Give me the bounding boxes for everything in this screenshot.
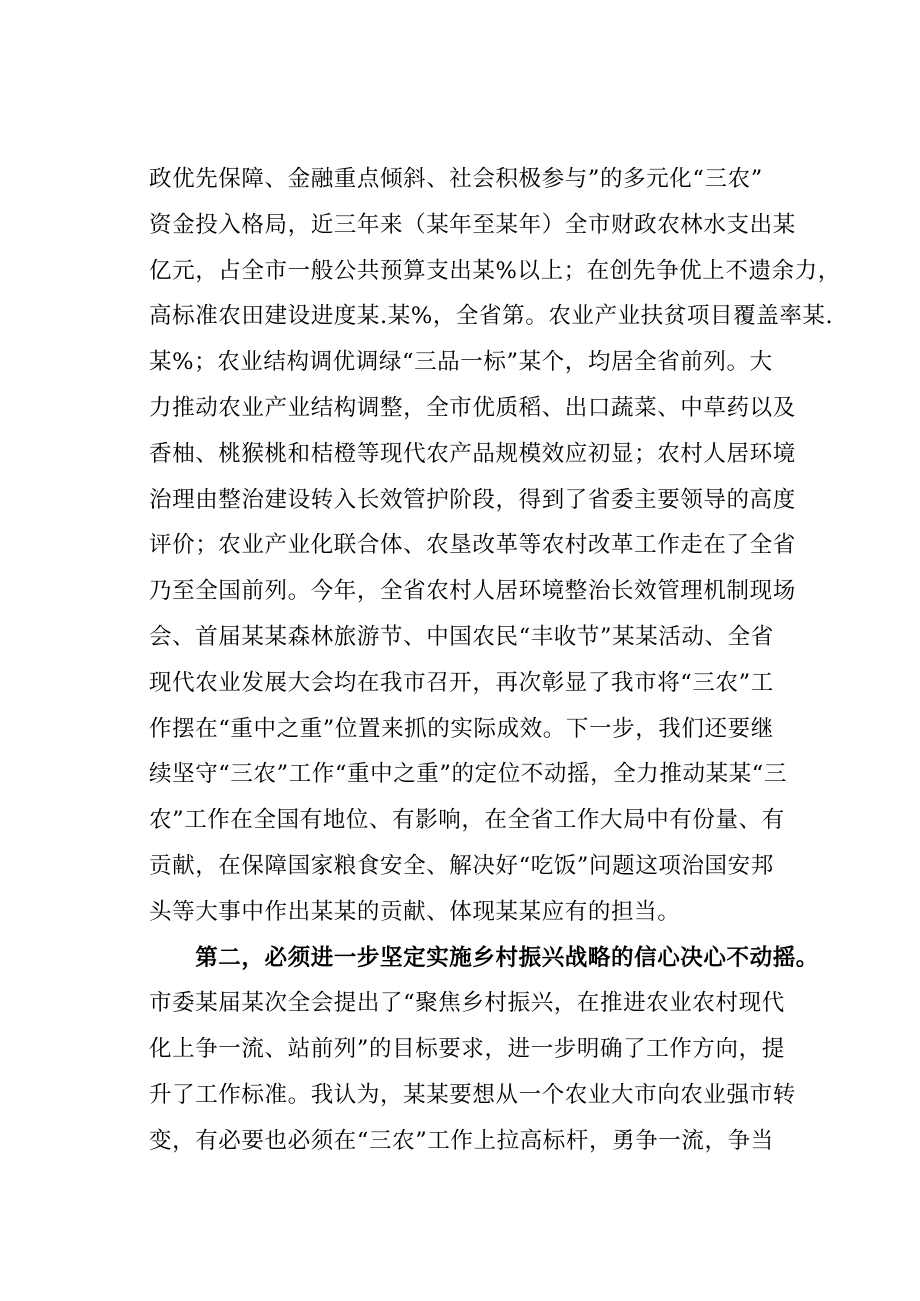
text-line: 治理由整治建设转入长效管护阶段，得到了省委主要领导的高度 xyxy=(149,486,796,513)
text-line: 会、首届某某森林旅游节、中国农民“丰收节”某某活动、全省 xyxy=(149,623,774,650)
text-line: 变，有必要也必须在“三农”工作上拉高标杆，勇争一流，争当 xyxy=(149,1127,774,1154)
text-line: 升了工作标准。我认为，某某要想从一个农业大市向农业强市转 xyxy=(149,1081,796,1108)
text-line: 高标准农田建设进度某.某%，全省第。农业产业扶贫项目覆盖率某. xyxy=(149,303,834,330)
text-line: 某%；农业结构调优调绿“三品一标”某个，均居全省前列。大 xyxy=(149,349,773,376)
text-line: 现代农业发展大会均在我市召开，再次彰显了我市将“三农”工 xyxy=(149,669,774,696)
text-line: 乃至全国前列。今年，全省农村人居环境整治长效管理机制现场 xyxy=(149,578,796,605)
text-line: 评价；农业产业化联合体、农垦改革等农村改革工作走在了全省 xyxy=(149,532,796,559)
text-line: 续坚守“三农”工作“重中之重”的定位不动摇，全力推动某某“三 xyxy=(149,761,788,788)
section-heading-line: 第二，必须进一步坚定实施乡村振兴战略的信心决心不动摇。 xyxy=(149,944,819,971)
text-line: 香柚、桃猴桃和桔橙等现代农产品规模效应初显；农村人居环境 xyxy=(149,440,796,467)
text-line: 亿元，占全市一般公共预算支出某%以上；在创先争优上不遗余力， xyxy=(149,257,841,284)
text-line: 政优先保障、金融重点倾斜、社会积极参与”的多元化“三农” xyxy=(149,166,763,192)
text-line: 力推动农业产业结构调整，全市优质稻、出口蔬菜、中草药以及 xyxy=(149,394,796,421)
text-line: 化上争一流、站前列”的目标要求，进一步明确了工作方向，提 xyxy=(149,1036,785,1063)
text-line: 作摆在“重中之重”位置来抓的实际成效。下一步，我们还要继 xyxy=(149,715,774,742)
text-line: 农”工作在全国有地位、有影响，在全省工作大局中有份量、有 xyxy=(149,807,785,834)
text-line: 头等大事中作出某某的贡献、体现某某应有的担当。 xyxy=(149,898,681,925)
text-line: 资金投入格局，近三年来（某年至某年）全市财政农林水支出某 xyxy=(149,211,796,238)
text-line: 贡献，在保障国家粮食安全、解决好“吃饭”问题这项治国安邦 xyxy=(149,852,774,879)
document-body xyxy=(149,157,841,1165)
text-line: 市委某届某次全会提出了“聚焦乡村振兴，在推进农业农村现代 xyxy=(149,990,785,1017)
